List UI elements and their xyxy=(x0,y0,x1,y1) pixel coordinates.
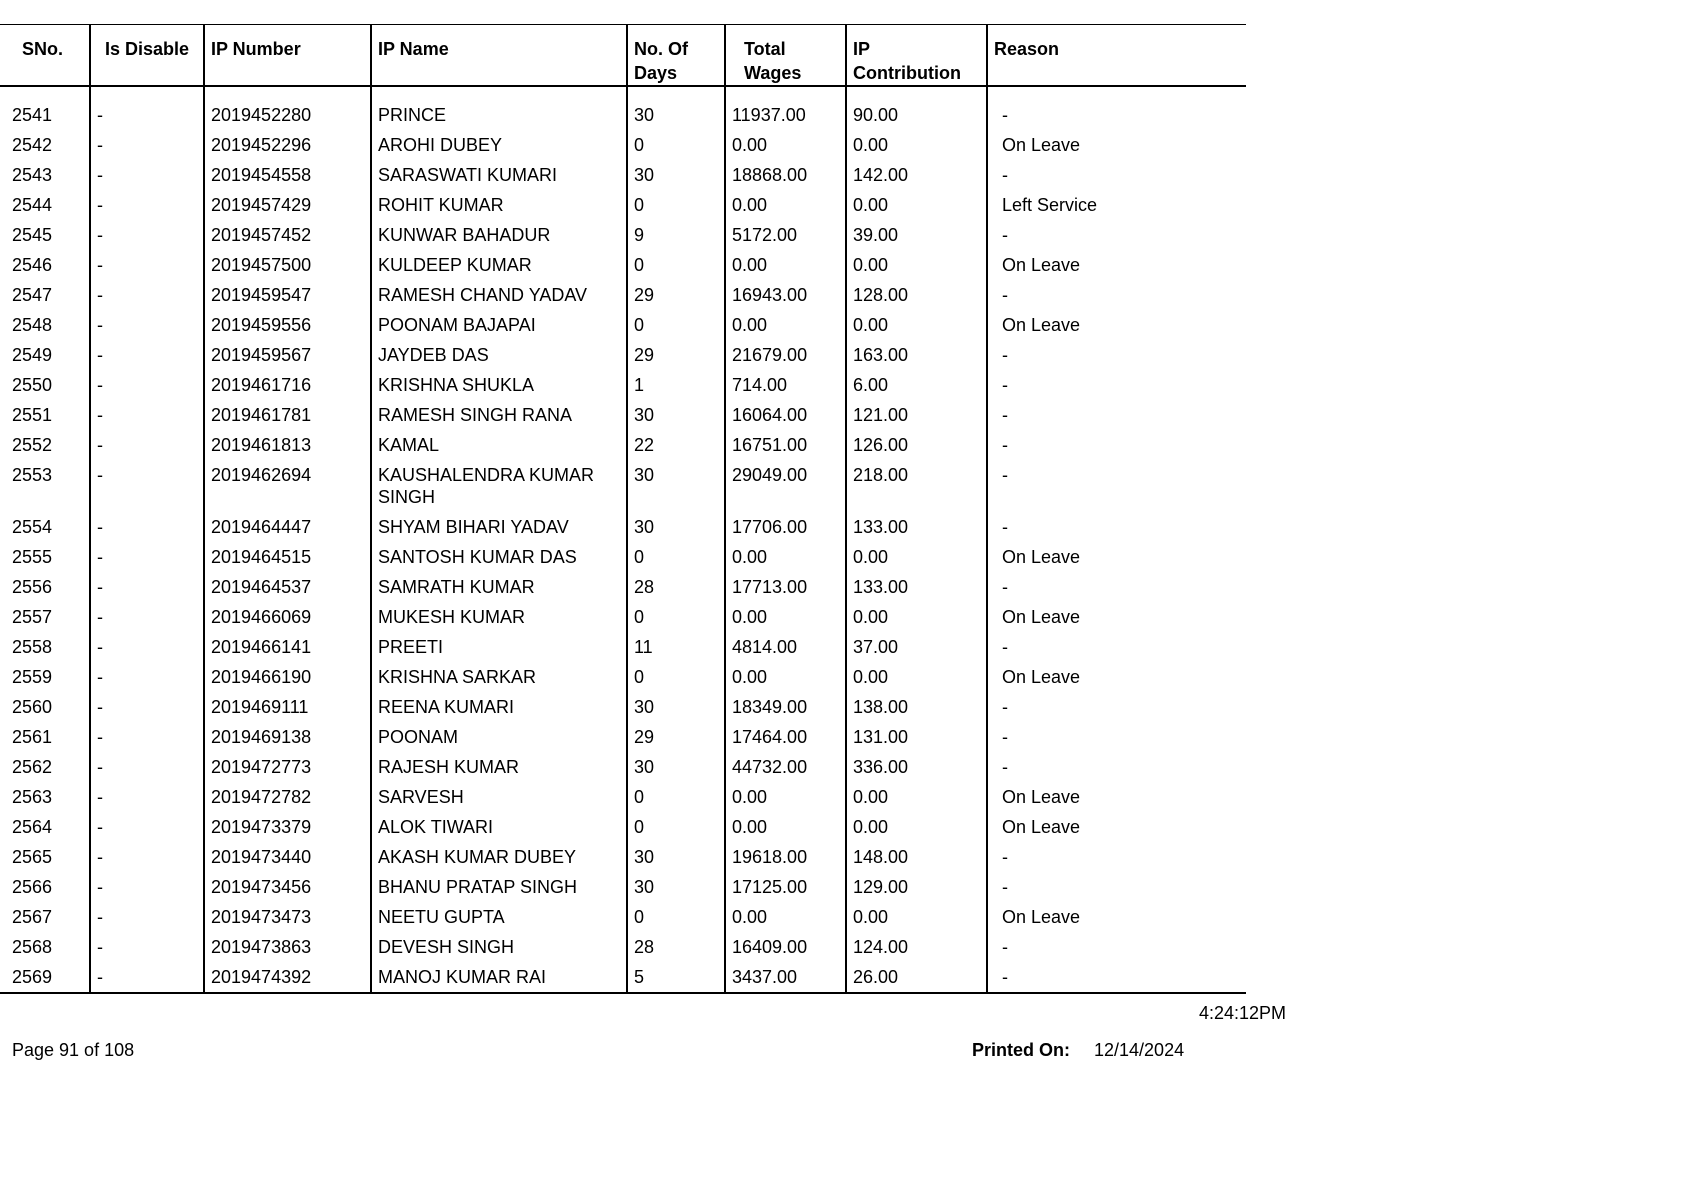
table-row xyxy=(0,542,1246,572)
cell-is-disable: - xyxy=(90,782,204,812)
header-sno: SNo. xyxy=(0,25,90,87)
cell-ip-name: KRISHNA SARKAR xyxy=(371,662,627,692)
cell-is-disable: - xyxy=(90,842,204,872)
cell-ip-name: KRISHNA SHUKLA xyxy=(371,370,627,400)
cell-reason: - xyxy=(987,280,1246,310)
cell-is-disable: - xyxy=(90,962,204,993)
cell-sno: 2545 xyxy=(12,225,53,245)
cell-sno: 2564 xyxy=(12,817,53,837)
cell-no-of-days: 0 xyxy=(627,902,725,932)
cell-total-wages: 16751.00 xyxy=(725,430,846,460)
cell-no-of-days: 9 xyxy=(627,220,725,250)
cell-no-of-days: 0 xyxy=(627,782,725,812)
cell-sno: 2547 xyxy=(12,285,53,305)
header-ip-number: IP Number xyxy=(204,25,371,87)
cell-ip-name: KULDEEP KUMAR xyxy=(371,250,627,280)
cell-ip-contribution: 37.00 xyxy=(846,632,987,662)
cell-reason: - xyxy=(987,460,1246,512)
cell-sno: 2555 xyxy=(12,547,53,567)
table-row xyxy=(0,782,1246,812)
cell-ip-contribution: 138.00 xyxy=(846,692,987,722)
cell-no-of-days: 0 xyxy=(627,250,725,280)
cell-reason: On Leave xyxy=(987,250,1246,280)
cell-total-wages: 17125.00 xyxy=(725,872,846,902)
cell-is-disable: - xyxy=(90,400,204,430)
cell-total-wages: 0.00 xyxy=(725,782,846,812)
cell-ip-name: MANOJ KUMAR RAI xyxy=(371,962,627,993)
cell-total-wages: 18868.00 xyxy=(725,160,846,190)
cell-no-of-days: 30 xyxy=(627,752,725,782)
cell-no-of-days: 0 xyxy=(627,542,725,572)
table-row xyxy=(0,752,1246,782)
header-ip-name: IP Name xyxy=(371,25,627,87)
cell-total-wages: 17713.00 xyxy=(725,572,846,602)
cell-total-wages: 29049.00 xyxy=(725,460,846,512)
cell-no-of-days: 30 xyxy=(627,160,725,190)
cell-reason: - xyxy=(987,962,1246,993)
cell-is-disable: - xyxy=(90,280,204,310)
cell-ip-number: 2019464515 xyxy=(204,542,371,572)
cell-ip-contribution: 0.00 xyxy=(846,902,987,932)
cell-ip-contribution: 0.00 xyxy=(846,130,987,160)
table-row xyxy=(0,932,1246,962)
cell-total-wages: 0.00 xyxy=(725,602,846,632)
cell-ip-name: RAMESH CHAND YADAV xyxy=(371,280,627,310)
cell-sno: 2561 xyxy=(12,727,53,747)
cell-total-wages: 0.00 xyxy=(725,542,846,572)
header-ip-contribution xyxy=(846,25,987,87)
cell-reason: - xyxy=(987,430,1246,460)
cell-ip-name: MUKESH KUMAR xyxy=(371,602,627,632)
printed-on-label: Printed On: xyxy=(972,1040,1070,1060)
cell-ip-name: ALOK TIWARI xyxy=(371,812,627,842)
cell-total-wages: 16409.00 xyxy=(725,932,846,962)
contribution-table xyxy=(0,24,1246,994)
cell-total-wages: 17464.00 xyxy=(725,722,846,752)
cell-ip-number: 2019457500 xyxy=(204,250,371,280)
table-row xyxy=(0,842,1246,872)
cell-ip-name: BHANU PRATAP SINGH xyxy=(371,872,627,902)
cell-ip-contribution: 121.00 xyxy=(846,400,987,430)
cell-sno: 2553 xyxy=(12,465,53,485)
header-total-wages xyxy=(725,25,846,87)
cell-total-wages: 0.00 xyxy=(725,130,846,160)
cell-no-of-days: 30 xyxy=(627,842,725,872)
cell-ip-number: 2019473473 xyxy=(204,902,371,932)
cell-ip-number: 2019466141 xyxy=(204,632,371,662)
cell-sno: 2563 xyxy=(12,787,53,807)
cell-reason: On Leave xyxy=(987,310,1246,340)
header-reason: Reason xyxy=(987,25,1246,87)
cell-sno: 2565 xyxy=(12,847,53,867)
cell-ip-name: DEVESH SINGH xyxy=(371,932,627,962)
table-row xyxy=(0,512,1246,542)
header-contrib-line1: IP xyxy=(853,39,871,59)
cell-no-of-days: 29 xyxy=(627,722,725,752)
cell-sno: 2566 xyxy=(12,877,53,897)
cell-sno: 2559 xyxy=(12,667,53,687)
table-row xyxy=(0,722,1246,752)
cell-no-of-days: 0 xyxy=(627,310,725,340)
cell-no-of-days: 0 xyxy=(627,190,725,220)
cell-is-disable: - xyxy=(90,932,204,962)
header-is-disable: Is Disable xyxy=(90,25,204,87)
cell-ip-name: SARVESH xyxy=(371,782,627,812)
table-row xyxy=(0,220,1246,250)
cell-sno: 2560 xyxy=(12,697,53,717)
cell-is-disable: - xyxy=(90,752,204,782)
cell-ip-name: JAYDEB DAS xyxy=(371,340,627,370)
cell-ip-name: AROHI DUBEY xyxy=(371,130,627,160)
cell-ip-number: 2019474392 xyxy=(204,962,371,993)
cell-reason: - xyxy=(987,370,1246,400)
cell-reason: - xyxy=(987,400,1246,430)
table-spacer-row xyxy=(0,86,1246,100)
cell-ip-contribution: 26.00 xyxy=(846,962,987,993)
table-row xyxy=(0,130,1246,160)
cell-sno: 2557 xyxy=(12,607,53,627)
cell-total-wages: 44732.00 xyxy=(725,752,846,782)
cell-is-disable: - xyxy=(90,662,204,692)
cell-no-of-days: 30 xyxy=(627,400,725,430)
header-wages-line1: Total xyxy=(744,39,786,59)
cell-reason: - xyxy=(987,752,1246,782)
cell-total-wages: 19618.00 xyxy=(725,842,846,872)
cell-is-disable: - xyxy=(90,572,204,602)
cell-total-wages: 0.00 xyxy=(725,662,846,692)
cell-ip-name: SAMRATH KUMAR xyxy=(371,572,627,602)
cell-reason: On Leave xyxy=(987,782,1246,812)
cell-is-disable: - xyxy=(90,250,204,280)
cell-is-disable: - xyxy=(90,512,204,542)
cell-ip-number: 2019464447 xyxy=(204,512,371,542)
cell-is-disable: - xyxy=(90,460,204,512)
cell-ip-name: RAMESH SINGH RANA xyxy=(371,400,627,430)
cell-reason: - xyxy=(987,100,1246,130)
cell-ip-contribution: 0.00 xyxy=(846,812,987,842)
cell-sno: 2556 xyxy=(12,577,53,597)
cell-ip-number: 2019473456 xyxy=(204,872,371,902)
table-row xyxy=(0,872,1246,902)
cell-reason: - xyxy=(987,632,1246,662)
cell-sno: 2548 xyxy=(12,315,53,335)
page-number: Page 91 of 108 xyxy=(12,1040,135,1060)
cell-ip-name: PREETI xyxy=(371,632,627,662)
cell-ip-contribution: 131.00 xyxy=(846,722,987,752)
cell-total-wages: 714.00 xyxy=(725,370,846,400)
cell-ip-number: 2019466190 xyxy=(204,662,371,692)
table-row xyxy=(0,100,1246,130)
cell-ip-contribution: 39.00 xyxy=(846,220,987,250)
cell-no-of-days: 1 xyxy=(627,370,725,400)
cell-ip-contribution: 0.00 xyxy=(846,310,987,340)
table-row xyxy=(0,370,1246,400)
cell-ip-contribution: 6.00 xyxy=(846,370,987,400)
cell-ip-name: SARASWATI KUMARI xyxy=(371,160,627,190)
table-row xyxy=(0,190,1246,220)
cell-ip-name: SHYAM BIHARI YADAV xyxy=(371,512,627,542)
cell-no-of-days: 0 xyxy=(627,602,725,632)
cell-ip-contribution: 129.00 xyxy=(846,872,987,902)
cell-ip-contribution: 124.00 xyxy=(846,932,987,962)
table-row xyxy=(0,572,1246,602)
cell-is-disable: - xyxy=(90,812,204,842)
cell-ip-number: 2019472782 xyxy=(204,782,371,812)
table-row xyxy=(0,340,1246,370)
cell-no-of-days: 30 xyxy=(627,692,725,722)
cell-ip-number: 2019466069 xyxy=(204,602,371,632)
print-time: 4:24:12PM xyxy=(1198,1003,1286,1023)
cell-ip-name: PRINCE xyxy=(371,100,627,130)
cell-ip-contribution: 148.00 xyxy=(846,842,987,872)
cell-sno: 2554 xyxy=(12,517,53,537)
cell-sno: 2544 xyxy=(12,195,53,215)
cell-reason: On Leave xyxy=(987,902,1246,932)
cell-no-of-days: 28 xyxy=(627,572,725,602)
cell-no-of-days: 29 xyxy=(627,280,725,310)
cell-total-wages: 0.00 xyxy=(725,190,846,220)
table-body xyxy=(0,86,1246,993)
table-row xyxy=(0,812,1246,842)
cell-reason: - xyxy=(987,512,1246,542)
cell-ip-number: 2019462694 xyxy=(204,460,371,512)
cell-total-wages: 16943.00 xyxy=(725,280,846,310)
cell-no-of-days: 22 xyxy=(627,430,725,460)
contribution-table-container xyxy=(0,24,1246,994)
cell-is-disable: - xyxy=(90,430,204,460)
cell-ip-number: 2019461781 xyxy=(204,400,371,430)
table-row xyxy=(0,602,1246,632)
cell-reason: - xyxy=(987,572,1246,602)
cell-is-disable: - xyxy=(90,632,204,662)
cell-ip-number: 2019452280 xyxy=(204,100,371,130)
cell-total-wages: 0.00 xyxy=(725,310,846,340)
cell-reason: On Leave xyxy=(987,812,1246,842)
cell-sno: 2546 xyxy=(12,255,53,275)
cell-reason: - xyxy=(987,932,1246,962)
cell-total-wages: 0.00 xyxy=(725,250,846,280)
cell-total-wages: 0.00 xyxy=(725,902,846,932)
cell-ip-contribution: 128.00 xyxy=(846,280,987,310)
printed-on-date: 12/14/2024 xyxy=(1094,1040,1185,1060)
table-row xyxy=(0,460,1246,512)
cell-total-wages: 3437.00 xyxy=(725,962,846,993)
cell-ip-number: 2019461813 xyxy=(204,430,371,460)
cell-no-of-days: 29 xyxy=(627,340,725,370)
cell-is-disable: - xyxy=(90,872,204,902)
cell-is-disable: - xyxy=(90,902,204,932)
cell-reason: - xyxy=(987,842,1246,872)
cell-reason: On Leave xyxy=(987,130,1246,160)
cell-no-of-days: 0 xyxy=(627,812,725,842)
cell-ip-number: 2019472773 xyxy=(204,752,371,782)
cell-total-wages: 0.00 xyxy=(725,812,846,842)
cell-ip-contribution: 142.00 xyxy=(846,160,987,190)
cell-ip-name: NEETU GUPTA xyxy=(371,902,627,932)
cell-no-of-days: 28 xyxy=(627,932,725,962)
cell-ip-number: 2019452296 xyxy=(204,130,371,160)
table-row xyxy=(0,962,1246,993)
cell-reason: On Leave xyxy=(987,662,1246,692)
cell-is-disable: - xyxy=(90,722,204,752)
cell-sno: 2551 xyxy=(12,405,53,425)
cell-total-wages: 11937.00 xyxy=(725,100,846,130)
cell-ip-name: KAUSHALENDRA KUMAR SINGH xyxy=(371,460,627,512)
cell-ip-contribution: 126.00 xyxy=(846,430,987,460)
cell-reason: - xyxy=(987,872,1246,902)
cell-ip-name: RAJESH KUMAR xyxy=(371,752,627,782)
cell-ip-name: SANTOSH KUMAR DAS xyxy=(371,542,627,572)
cell-is-disable: - xyxy=(90,310,204,340)
cell-no-of-days: 11 xyxy=(627,632,725,662)
cell-ip-contribution: 0.00 xyxy=(846,602,987,632)
cell-ip-contribution: 90.00 xyxy=(846,100,987,130)
cell-ip-number: 2019457452 xyxy=(204,220,371,250)
cell-no-of-days: 30 xyxy=(627,512,725,542)
cell-total-wages: 21679.00 xyxy=(725,340,846,370)
table-row xyxy=(0,310,1246,340)
header-days-line1: No. Of xyxy=(634,39,688,59)
cell-ip-name: POONAM xyxy=(371,722,627,752)
cell-ip-contribution: 0.00 xyxy=(846,250,987,280)
cell-ip-name: AKASH KUMAR DUBEY xyxy=(371,842,627,872)
cell-ip-contribution: 0.00 xyxy=(846,662,987,692)
cell-no-of-days: 0 xyxy=(627,130,725,160)
cell-ip-contribution: 218.00 xyxy=(846,460,987,512)
cell-ip-name: KAMAL xyxy=(371,430,627,460)
table-row xyxy=(0,400,1246,430)
cell-reason: On Leave xyxy=(987,542,1246,572)
cell-sno: 2562 xyxy=(12,757,53,777)
table-header-row xyxy=(0,25,1246,87)
header-no-of-days xyxy=(627,25,725,87)
cell-ip-contribution: 0.00 xyxy=(846,542,987,572)
cell-ip-number: 2019461716 xyxy=(204,370,371,400)
cell-ip-contribution: 0.00 xyxy=(846,782,987,812)
cell-is-disable: - xyxy=(90,340,204,370)
cell-reason: - xyxy=(987,722,1246,752)
cell-reason: - xyxy=(987,692,1246,722)
cell-is-disable: - xyxy=(90,100,204,130)
cell-ip-contribution: 133.00 xyxy=(846,572,987,602)
cell-is-disable: - xyxy=(90,190,204,220)
cell-is-disable: - xyxy=(90,370,204,400)
cell-no-of-days: 30 xyxy=(627,460,725,512)
cell-ip-name: ROHIT KUMAR xyxy=(371,190,627,220)
cell-no-of-days: 30 xyxy=(627,100,725,130)
cell-is-disable: - xyxy=(90,542,204,572)
cell-sno: 2549 xyxy=(12,345,53,365)
header-days-line2: Days xyxy=(634,63,678,83)
cell-reason: - xyxy=(987,220,1246,250)
cell-sno: 2543 xyxy=(12,165,53,185)
table-row xyxy=(0,692,1246,722)
cell-is-disable: - xyxy=(90,160,204,190)
cell-is-disable: - xyxy=(90,220,204,250)
table-row xyxy=(0,902,1246,932)
cell-ip-contribution: 133.00 xyxy=(846,512,987,542)
cell-ip-contribution: 336.00 xyxy=(846,752,987,782)
table-row xyxy=(0,430,1246,460)
cell-ip-contribution: 0.00 xyxy=(846,190,987,220)
table-row xyxy=(0,250,1246,280)
cell-ip-number: 2019469138 xyxy=(204,722,371,752)
cell-ip-number: 2019469111 xyxy=(204,692,371,722)
cell-total-wages: 18349.00 xyxy=(725,692,846,722)
table-row xyxy=(0,280,1246,310)
cell-total-wages: 16064.00 xyxy=(725,400,846,430)
cell-sno: 2541 xyxy=(12,105,53,125)
cell-sno: 2552 xyxy=(12,435,53,455)
cell-ip-contribution: 163.00 xyxy=(846,340,987,370)
cell-ip-number: 2019459547 xyxy=(204,280,371,310)
table-row xyxy=(0,160,1246,190)
cell-reason: On Leave xyxy=(987,602,1246,632)
cell-total-wages: 5172.00 xyxy=(725,220,846,250)
cell-total-wages: 4814.00 xyxy=(725,632,846,662)
cell-ip-number: 2019473863 xyxy=(204,932,371,962)
table-row xyxy=(0,632,1246,662)
cell-sno: 2542 xyxy=(12,135,53,155)
header-contrib-line2: Contribution xyxy=(853,63,961,83)
cell-ip-number: 2019473440 xyxy=(204,842,371,872)
cell-no-of-days: 30 xyxy=(627,872,725,902)
cell-ip-number: 2019473379 xyxy=(204,812,371,842)
cell-sno: 2569 xyxy=(0,962,90,993)
cell-ip-number: 2019459556 xyxy=(204,310,371,340)
cell-reason: - xyxy=(987,160,1246,190)
cell-no-of-days: 5 xyxy=(627,962,725,993)
cell-ip-number: 2019459567 xyxy=(204,340,371,370)
cell-is-disable: - xyxy=(90,692,204,722)
cell-sno: 2558 xyxy=(12,637,53,657)
cell-is-disable: - xyxy=(90,602,204,632)
cell-sno: 2550 xyxy=(12,375,53,395)
cell-total-wages: 17706.00 xyxy=(725,512,846,542)
table-row xyxy=(0,662,1246,692)
cell-ip-name: KUNWAR BAHADUR xyxy=(371,220,627,250)
cell-sno: 2568 xyxy=(12,937,53,957)
cell-ip-name: REENA KUMARI xyxy=(371,692,627,722)
cell-sno: 2567 xyxy=(12,907,53,927)
cell-reason: Left Service xyxy=(987,190,1246,220)
header-wages-line2: Wages xyxy=(744,63,802,83)
cell-ip-name: POONAM BAJAPAI xyxy=(371,310,627,340)
cell-no-of-days: 0 xyxy=(627,662,725,692)
cell-ip-number: 2019464537 xyxy=(204,572,371,602)
cell-ip-number: 2019454558 xyxy=(204,160,371,190)
cell-ip-number: 2019457429 xyxy=(204,190,371,220)
cell-reason: - xyxy=(987,340,1246,370)
cell-is-disable: - xyxy=(90,130,204,160)
